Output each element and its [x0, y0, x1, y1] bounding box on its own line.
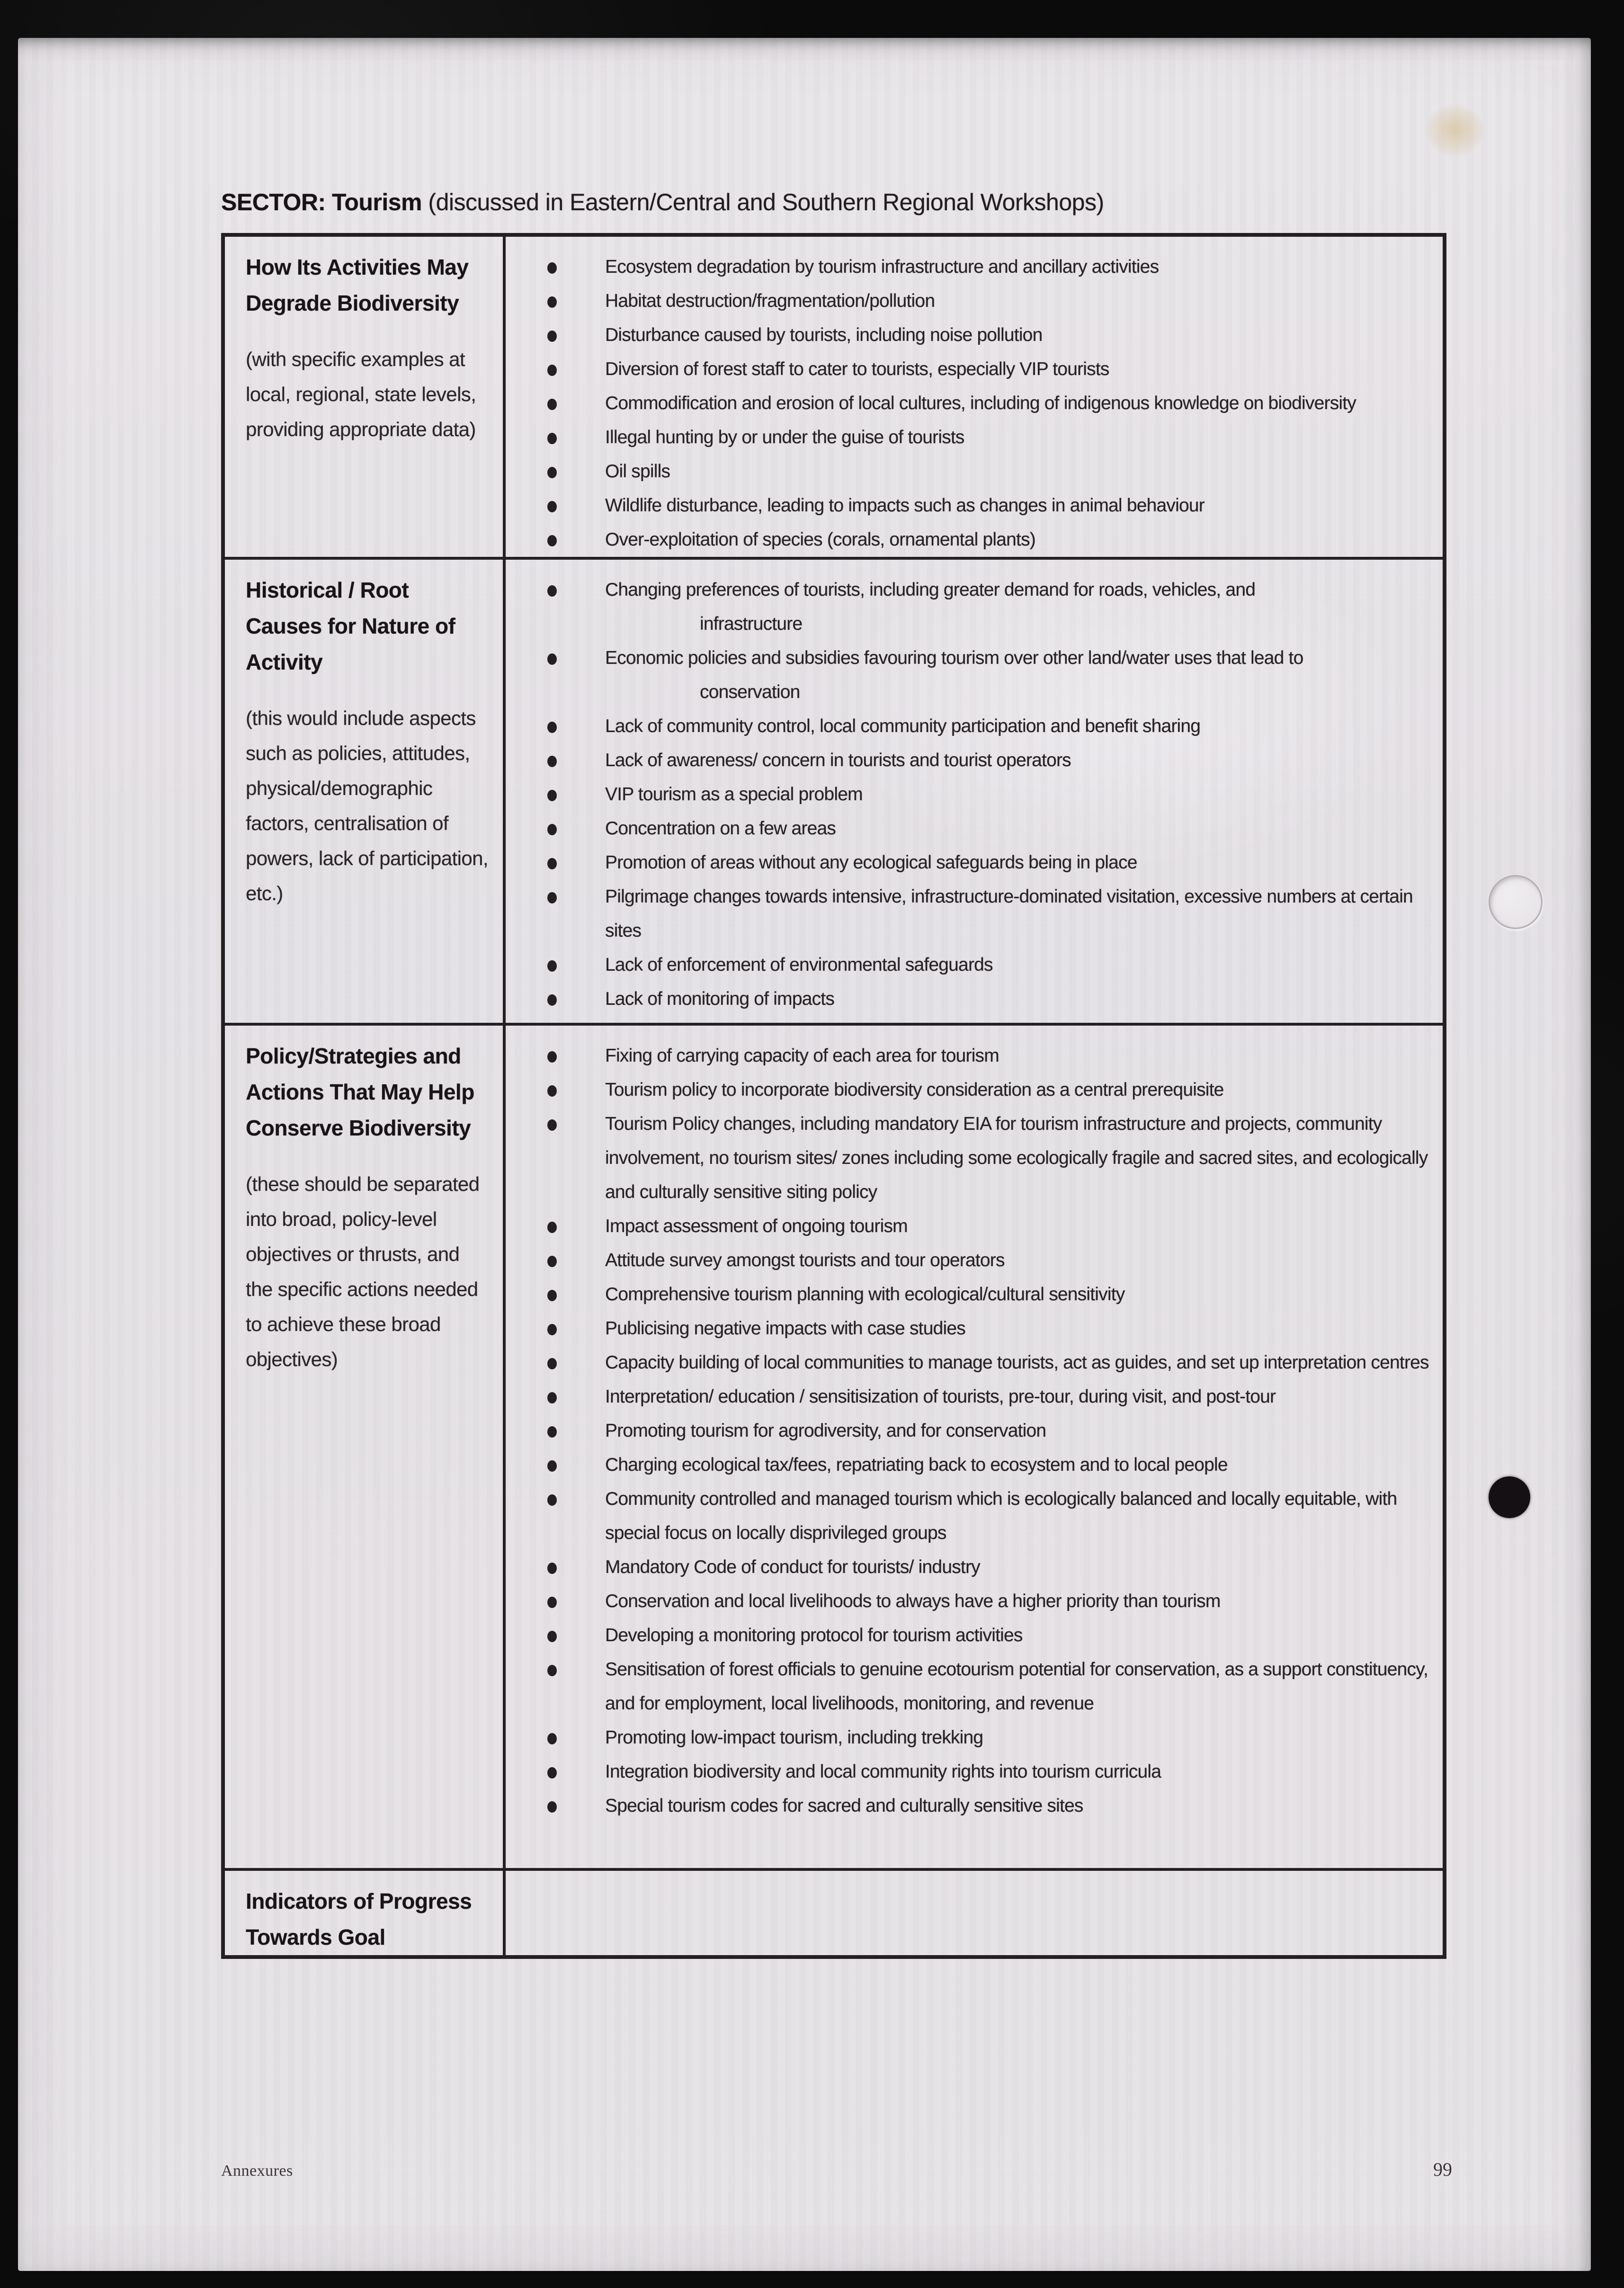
- footer-page-number: 99: [1433, 2159, 1452, 2180]
- row-header-cell: [223, 1869, 504, 1957]
- bullet-icon: [547, 960, 557, 972]
- bullet-text: Lack of monitoring of impacts: [605, 989, 835, 1009]
- bullet-text: Wildlife disturbance, leading to impacts such as changes in animal behaviour: [605, 495, 1205, 516]
- bullet-item: [506, 386, 1436, 420]
- bullet-list: [506, 250, 1436, 557]
- bullet-text: Charging ecological tax/fees, repatriating back to ecosystem and to local people: [605, 1455, 1228, 1475]
- row-header: How Its Activities May Degrade Biodiversity: [246, 255, 469, 315]
- row-header-note: (with specific examples at local, regional, state levels, providing appropriate data): [246, 348, 476, 440]
- row-header: Historical / Root Causes for Nature of Activity: [246, 578, 455, 674]
- bullet-text: Fixing of carrying capacity of each area for tourism: [605, 1046, 999, 1066]
- bullet-item: [506, 1346, 1436, 1380]
- bullet-item: [506, 489, 1436, 523]
- bullet-text: Concentration on a few areas: [605, 818, 836, 839]
- bullet-item: [506, 318, 1436, 352]
- bullet-icon: [547, 585, 557, 597]
- row-header: Indicators of Progress Towards Goal: [246, 1889, 472, 1949]
- bullet-icon: [547, 1733, 557, 1744]
- paper-stain: [1415, 95, 1495, 166]
- bullet-item: [506, 1482, 1436, 1550]
- bullet-icon: [547, 1563, 557, 1574]
- row-header-cell: [223, 235, 504, 558]
- bullet-icon: [547, 1801, 557, 1813]
- bullet-list: [506, 1039, 1436, 1823]
- bullet-item: [506, 1243, 1436, 1278]
- bullet-text: Capacity building of local communities to manage tourists, act as guides, and set up interpretation centres: [605, 1352, 1429, 1373]
- bullet-item: [506, 948, 1436, 982]
- page-footer: [221, 2158, 1452, 2181]
- bullet-item: [506, 1584, 1436, 1618]
- bullet-text: Tourism Policy changes, including mandatory EIA for tourism infrastructure and projects, community involvement, no tourism sites/ zones including some ecologically fragile and sacred sites, and ecologically and culturally sensitive siting policy: [605, 1114, 1428, 1202]
- bullet-icon: [547, 1631, 557, 1642]
- row-content-cell: [504, 1024, 1445, 1869]
- bullet-item: [506, 1618, 1436, 1653]
- sector-label-note: (discussed in Eastern/Central and Southern Regional Workshops): [422, 189, 1104, 215]
- bullet-icon: [547, 653, 557, 665]
- row-header: Policy/Strategies and Actions That May Help Conserve Biodiversity: [246, 1044, 474, 1140]
- table-row: [223, 558, 1445, 1024]
- bullet-item: [506, 250, 1436, 284]
- sector-tourism-table: [221, 233, 1446, 1959]
- hole-punch-mark: [1489, 1476, 1530, 1518]
- bullet-text: Comprehensive tourism planning with ecological/cultural sensitivity: [605, 1284, 1125, 1305]
- bullet-item: [506, 1312, 1436, 1346]
- bullet-icon: [547, 1426, 557, 1438]
- bullet-text: Illegal hunting by or under the guise of tourists: [605, 427, 964, 447]
- bullet-text: Habitat destruction/fragmentation/pollution: [605, 291, 935, 311]
- bullet-text: Lack of community control, local community participation and benefit sharing: [605, 716, 1201, 736]
- bullet-item: [506, 1039, 1436, 1073]
- row-header-note: (these should be separated into broad, policy-level objectives or thrusts, and the specific actions needed to achieve these broad objectives): [246, 1173, 480, 1370]
- bullet-item: [506, 1789, 1436, 1823]
- bullet-item: [506, 743, 1436, 778]
- page-title: [221, 188, 1499, 216]
- bullet-item: [506, 982, 1436, 1016]
- bullet-icon: [547, 1256, 557, 1267]
- document-page: [18, 38, 1591, 2271]
- bullet-text: Conservation and local livelihoods to always have a higher priority than tourism: [605, 1591, 1221, 1611]
- bullet-text: Community controlled and managed tourism which is ecologically balanced and locally equitable, with special focus on locally disprivileged groups: [605, 1489, 1397, 1543]
- bullet-item: [506, 709, 1436, 743]
- bullet-item: [506, 1448, 1436, 1482]
- bullet-icon: [547, 1119, 557, 1131]
- bullet-item: [506, 880, 1436, 948]
- bullet-item: [506, 573, 1436, 641]
- bullet-icon: [547, 1085, 557, 1097]
- bullet-text: Economic policies and subsidies favouring tourism over other land/water uses that lead to: [605, 648, 1303, 668]
- bullet-continuation: infrastructure: [700, 614, 803, 634]
- bullet-icon: [547, 1290, 557, 1301]
- bullet-text: Promotion of areas without any ecological safeguards being in place: [605, 852, 1137, 873]
- bullet-item: [506, 523, 1436, 557]
- bullet-text: Disturbance caused by tourists, including noise pollution: [605, 325, 1043, 345]
- bullet-icon: [547, 1358, 557, 1369]
- bullet-text: Oil spills: [605, 461, 670, 482]
- bullet-icon: [547, 1222, 557, 1233]
- bullet-text: Developing a monitoring protocol for tourism activities: [605, 1625, 1023, 1645]
- footer-section-label: Annexures: [221, 2162, 293, 2180]
- bullet-text: Over-exploitation of species (corals, ornamental plants): [605, 529, 1035, 550]
- bullet-item: [506, 1550, 1436, 1584]
- bullet-text: Commodification and erosion of local cultures, including of indigenous knowledge on biodiversity: [605, 393, 1356, 413]
- bullet-item: [506, 1653, 1436, 1721]
- bullet-icon: [547, 824, 557, 835]
- bullet-text: Impact assessment of ongoing tourism: [605, 1216, 908, 1236]
- bullet-item: [506, 641, 1436, 709]
- table-row: [223, 235, 1445, 558]
- bullet-item: [506, 1414, 1436, 1448]
- bullet-continuation: conservation: [700, 682, 800, 702]
- table-row: [223, 1869, 1445, 1957]
- row-header-cell: [223, 558, 504, 1024]
- row-header-cell: [223, 1024, 504, 1869]
- bullet-text: Interpretation/ education / sensitisization of tourists, pre-tour, during visit, and post-tour: [605, 1386, 1276, 1407]
- bullet-text: Lack of enforcement of environmental safeguards: [605, 955, 993, 975]
- bullet-text: Promoting low-impact tourism, including trekking: [605, 1727, 983, 1748]
- bullet-icon: [547, 296, 557, 308]
- bullet-item: [506, 1107, 1436, 1209]
- bullet-item: [506, 1278, 1436, 1312]
- bullet-text: Changing preferences of tourists, including greater demand for roads, vehicles, and: [605, 580, 1256, 600]
- bullet-text: Publicising negative impacts with case studies: [605, 1318, 965, 1339]
- bullet-list: [506, 573, 1436, 1016]
- bullet-icon: [547, 262, 557, 274]
- bullet-icon: [547, 535, 557, 546]
- bullet-icon: [547, 365, 557, 376]
- bullet-item: [506, 352, 1436, 386]
- bullet-icon: [547, 1494, 557, 1506]
- bullet-icon: [547, 501, 557, 512]
- row-content-cell: [504, 558, 1445, 1024]
- bullet-item: [506, 1073, 1436, 1107]
- row-content-cell: [504, 1869, 1445, 1957]
- bullet-icon: [547, 790, 557, 801]
- bullet-icon: [547, 1392, 557, 1403]
- bullet-item: [506, 420, 1436, 455]
- bullet-item: [506, 284, 1436, 318]
- bullet-text: Tourism policy to incorporate biodiversity consideration as a central prerequisite: [605, 1080, 1224, 1100]
- bullet-icon: [547, 892, 557, 903]
- bullet-text: Special tourism codes for sacred and culturally sensitive sites: [605, 1796, 1083, 1816]
- bullet-icon: [547, 467, 557, 478]
- bullet-icon: [547, 1460, 557, 1472]
- bullet-text: Diversion of forest staff to cater to tourists, especially VIP tourists: [605, 359, 1109, 379]
- bullet-item: [506, 455, 1436, 489]
- bullet-icon: [547, 1597, 557, 1608]
- bullet-icon: [547, 994, 557, 1006]
- bullet-item: [506, 1721, 1436, 1755]
- bullet-item: [506, 812, 1436, 846]
- bullet-item: [506, 1755, 1436, 1789]
- bullet-text: Pilgrimage changes towards intensive, infrastructure-dominated visitation, excessive numbers at certain sites: [605, 886, 1413, 941]
- bullet-icon: [547, 1051, 557, 1063]
- bullet-icon: [547, 331, 557, 342]
- row-content-cell: [504, 235, 1445, 558]
- bullet-icon: [547, 433, 557, 444]
- bullet-text: Mandatory Code of conduct for tourists/ industry: [605, 1557, 980, 1577]
- bullet-item: [506, 1209, 1436, 1243]
- row-header-note: (this would include aspects such as policies, attitudes, physical/demographic factors, centralisation of powers, lack of participation, etc.): [246, 707, 488, 904]
- bullet-text: Lack of awareness/ concern in tourists and tourist operators: [605, 750, 1071, 770]
- bullet-text: Promoting tourism for agrodiversity, and for conservation: [605, 1421, 1046, 1441]
- table-row: [223, 1024, 1445, 1869]
- bullet-item: [506, 778, 1436, 812]
- bullet-icon: [547, 722, 557, 733]
- sector-label: SECTOR: Tourism: [221, 189, 422, 215]
- bullet-text: Integration biodiversity and local community rights into tourism curricula: [605, 1761, 1161, 1782]
- bullet-icon: [547, 756, 557, 767]
- bullet-item: [506, 846, 1436, 880]
- bullet-text: VIP tourism as a special problem: [605, 784, 863, 804]
- bullet-text: Ecosystem degradation by tourism infrastructure and ancillary activities: [605, 257, 1159, 277]
- bullet-text: Attitude survey amongst tourists and tour operators: [605, 1250, 1005, 1270]
- bullet-icon: [547, 1324, 557, 1335]
- bullet-icon: [547, 399, 557, 410]
- bullet-text: Sensitisation of forest officials to genuine ecotourism potential for conservation, as a support constituency, and for employment, local livelihoods, monitoring, and revenue: [605, 1659, 1428, 1714]
- hole-punch-indent: [1489, 875, 1543, 929]
- bullet-icon: [547, 858, 557, 869]
- bullet-icon: [547, 1665, 557, 1676]
- bullet-item: [506, 1380, 1436, 1414]
- bullet-icon: [547, 1767, 557, 1779]
